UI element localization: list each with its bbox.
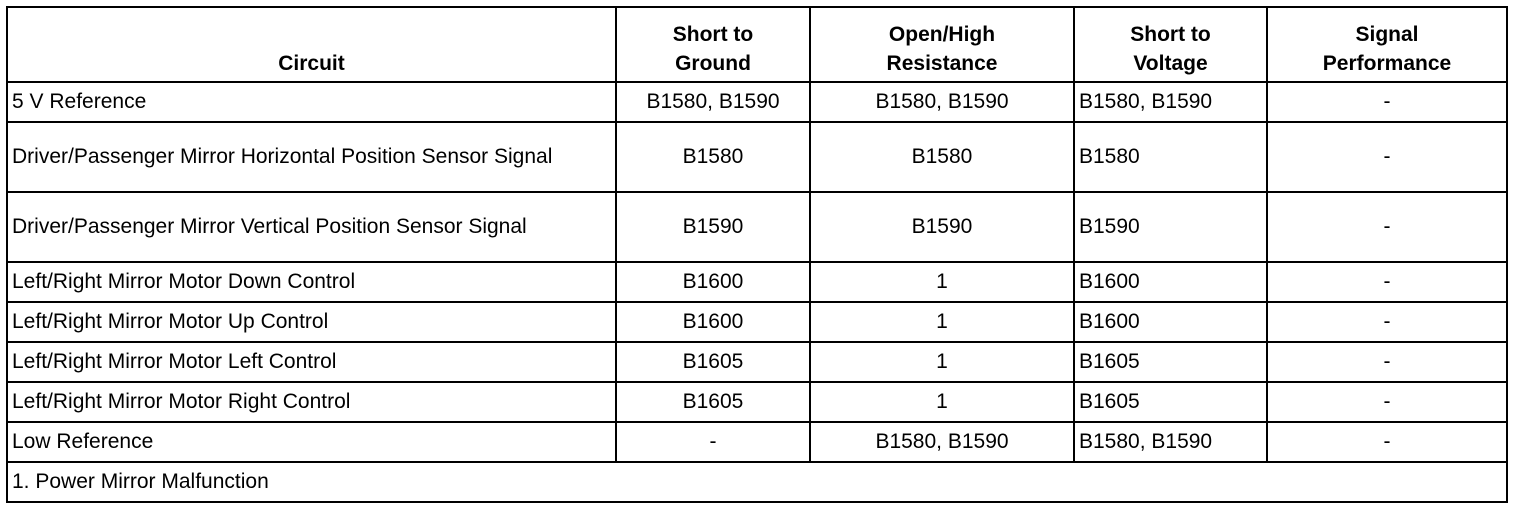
header-signal-performance xyxy=(1267,7,1507,82)
header-circuit xyxy=(7,7,616,82)
cell-signal-performance: - xyxy=(1267,342,1507,382)
cell-circuit: Left/Right Mirror Motor Up Control xyxy=(7,302,616,342)
header-short-to-ground-line-2: Ground xyxy=(675,52,751,75)
cell-short-to-voltage: B1580, B1590 xyxy=(1074,82,1267,122)
table-row xyxy=(7,422,1507,462)
header-short-to-voltage xyxy=(1074,7,1267,82)
cell-circuit: Left/Right Mirror Motor Left Control xyxy=(7,342,616,382)
cell-open-high-resistance: B1580, B1590 xyxy=(810,82,1074,122)
cell-short-to-voltage: B1580, B1590 xyxy=(1074,422,1267,462)
header-open-high-resistance-line-1: Open/High xyxy=(888,23,996,46)
header-open-high-resistance-line-2: Resistance xyxy=(886,52,998,75)
cell-circuit: Driver/Passenger Mirror Vertical Position Sensor Signal xyxy=(7,192,616,262)
cell-short-to-ground: B1605 xyxy=(616,342,810,382)
cell-signal-performance: - xyxy=(1267,302,1507,342)
cell-short-to-ground: B1600 xyxy=(616,302,810,342)
table-row xyxy=(7,342,1507,382)
table-row xyxy=(7,122,1507,192)
header-signal-performance-line-2: Performance xyxy=(1322,52,1452,75)
cell-signal-performance: - xyxy=(1267,422,1507,462)
header-short-to-ground-line-1: Short to xyxy=(672,23,754,46)
cell-signal-performance: - xyxy=(1267,192,1507,262)
cell-open-high-resistance: 1 xyxy=(810,262,1074,302)
cell-short-to-ground: B1605 xyxy=(616,382,810,422)
cell-open-high-resistance: B1580, B1590 xyxy=(810,422,1074,462)
table-row xyxy=(7,382,1507,422)
table-row xyxy=(7,192,1507,262)
cell-open-high-resistance: 1 xyxy=(810,302,1074,342)
header-short-to-voltage-line-2: Voltage xyxy=(1133,52,1208,75)
cell-signal-performance: - xyxy=(1267,382,1507,422)
table-header-row xyxy=(7,7,1507,82)
cell-short-to-voltage: B1605 xyxy=(1074,382,1267,422)
cell-short-to-ground: B1580, B1590 xyxy=(616,82,810,122)
cell-short-to-voltage: B1605 xyxy=(1074,342,1267,382)
header-circuit-line-1: Circuit xyxy=(278,52,345,75)
cell-short-to-ground: B1590 xyxy=(616,192,810,262)
header-signal-performance-line-1: Signal xyxy=(1355,23,1419,46)
cell-circuit: Driver/Passenger Mirror Horizontal Position Sensor Signal xyxy=(7,122,616,192)
table-row xyxy=(7,82,1507,122)
cell-circuit: Low Reference xyxy=(7,422,616,462)
table-footnote-row xyxy=(7,462,1507,502)
cell-short-to-ground: B1600 xyxy=(616,262,810,302)
diagnostic-table-container xyxy=(6,6,1508,503)
cell-signal-performance: - xyxy=(1267,122,1507,192)
cell-signal-performance: - xyxy=(1267,262,1507,302)
cell-circuit: Left/Right Mirror Motor Down Control xyxy=(7,262,616,302)
cell-short-to-voltage: B1600 xyxy=(1074,262,1267,302)
table-row xyxy=(7,302,1507,342)
cell-circuit: 5 V Reference xyxy=(7,82,616,122)
table-row xyxy=(7,262,1507,302)
header-short-to-ground xyxy=(616,7,810,82)
header-open-high-resistance xyxy=(810,7,1074,82)
cell-short-to-voltage: B1600 xyxy=(1074,302,1267,342)
cell-open-high-resistance: 1 xyxy=(810,382,1074,422)
circuit-diagnostic-table xyxy=(6,6,1508,503)
cell-short-to-voltage: B1590 xyxy=(1074,192,1267,262)
cell-open-high-resistance: B1590 xyxy=(810,192,1074,262)
cell-open-high-resistance: B1580 xyxy=(810,122,1074,192)
cell-short-to-ground: - xyxy=(616,422,810,462)
cell-short-to-ground: B1580 xyxy=(616,122,810,192)
cell-circuit: Left/Right Mirror Motor Right Control xyxy=(7,382,616,422)
cell-signal-performance: - xyxy=(1267,82,1507,122)
table-footnote: 1. Power Mirror Malfunction xyxy=(7,462,1507,502)
cell-short-to-voltage: B1580 xyxy=(1074,122,1267,192)
header-short-to-voltage-line-1: Short to xyxy=(1130,23,1211,46)
cell-open-high-resistance: 1 xyxy=(810,342,1074,382)
